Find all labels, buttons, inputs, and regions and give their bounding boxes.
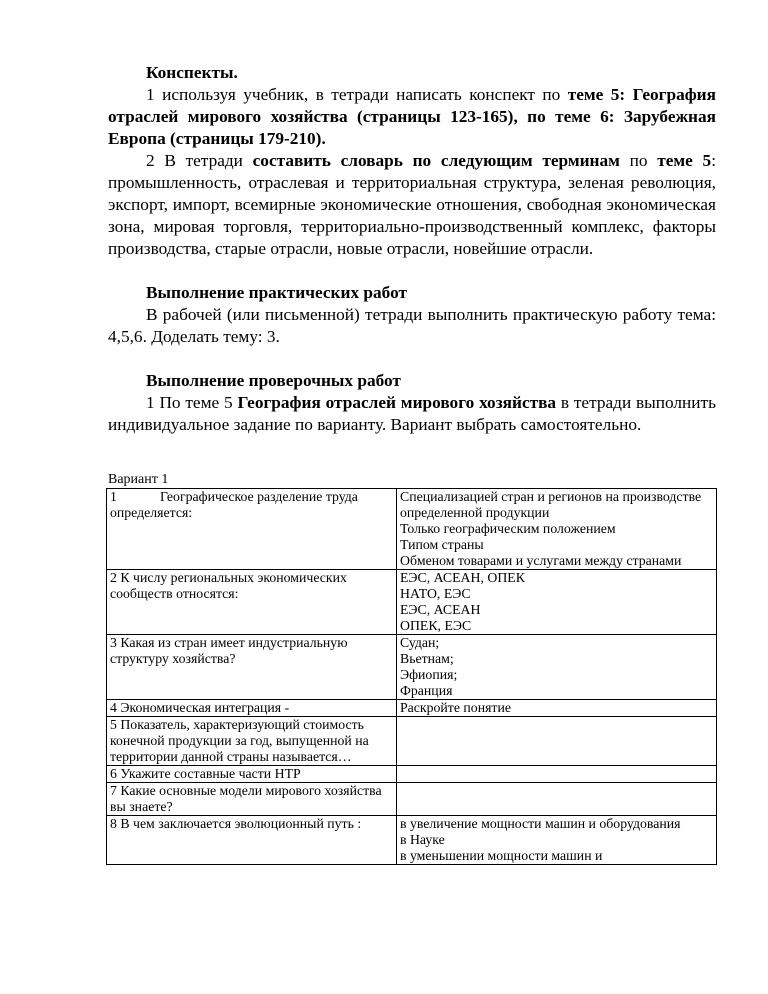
answer-option: в уменьшении мощности машин и — [400, 848, 603, 863]
document-body — [108, 62, 716, 436]
table-row — [107, 717, 717, 766]
answer-cell — [397, 816, 717, 865]
tests-heading: Выполнение проверочных работ — [146, 371, 401, 390]
answer-option: ЕЭС, АСЕАН — [400, 602, 481, 617]
table-row — [107, 570, 717, 635]
tests-paragraph: 1 По теме 5 География отраслей мирового хозяйства в тетради выполнить индивидуальное задание по варианту. Вариант выбрать самостоятельно. — [108, 393, 716, 434]
answer-option: ОПЕК, ЕЭС — [400, 618, 472, 633]
answer-option: в Науке — [400, 832, 445, 847]
answer-option: Только географическим положением — [400, 521, 616, 536]
question-text: Географическое разделение труда определяется: — [110, 489, 358, 520]
answer-option: Обменом товарами и услугами между странами — [400, 553, 682, 568]
answer-option: Франция — [400, 683, 453, 698]
answer-cell — [397, 635, 717, 700]
question-cell — [107, 717, 397, 766]
table-row — [107, 783, 717, 816]
answer-option: ЕЭС, АСЕАН, ОПЕК — [400, 570, 525, 585]
question-cell — [107, 570, 397, 635]
konspekty-paragraph-1: 1 используя учебник, в тетради написать конспект по теме 5: География отраслей мирового хозяйства (страницы 123-165), по теме 6: Зарубежная Европа (страницы 179-210). — [108, 85, 716, 148]
answer-option: в увеличение мощности машин и оборудования — [400, 816, 681, 831]
answer-option: Раскройте понятие — [400, 700, 511, 715]
answer-option: НАТО, ЕЭС — [400, 586, 471, 601]
questions-table — [106, 488, 717, 865]
question-text: 5 Показатель, характеризующий стоимость конечной продукции за год, выпущенной на территории данной страны называется… — [110, 717, 369, 764]
konspekty-paragraph-2: 2 В тетради составить словарь по следующим терминам по теме 5: промышленность, отраслевая и территориальная структура, зеленая революция, экспорт, импорт, всемирные экономические отношения, свободная экономическая зона, мировая торговля, территориально-производственный комплекс, факторы производства, старые отрасли, новые отрасли, новейшие отрасли. — [108, 151, 717, 258]
practical-heading: Выполнение практических работ — [146, 283, 407, 302]
table-row — [107, 700, 717, 717]
question-cell — [107, 816, 397, 865]
question-text: 8 В чем заключается эволюционный путь : — [110, 816, 362, 831]
question-cell — [107, 766, 397, 783]
question-number: 1 — [110, 489, 117, 504]
answer-cell — [397, 700, 717, 717]
answer-option: Судан; — [400, 635, 440, 650]
question-cell — [107, 635, 397, 700]
variant-label: Вариант 1 — [108, 472, 169, 487]
question-cell — [107, 783, 397, 816]
table-row — [107, 635, 717, 700]
question-text: 2 К числу региональных экономических сообществ относятся: — [110, 570, 347, 601]
practical-paragraph: В рабочей (или письменной) тетради выполнить практическую работу тема: 4,5,6. Доделать тему: 3. — [108, 305, 716, 346]
table-row — [107, 489, 717, 570]
question-text: 7 Какие основные модели мирового хозяйства вы знаете? — [110, 783, 382, 814]
question-text: 6 Укажите составные части НТР — [110, 766, 301, 781]
question-cell — [107, 489, 397, 570]
answer-cell — [397, 489, 717, 570]
question-text: 4 Экономическая интеграция - — [110, 700, 290, 715]
answer-option: Специализацией стран и регионов на производстве определенной продукции — [400, 489, 702, 520]
answer-cell — [397, 717, 717, 766]
table-row — [107, 766, 717, 783]
konspekty-heading: Конспекты. — [146, 63, 238, 82]
table-row — [107, 816, 717, 865]
answer-option: Вьетнам; — [400, 651, 454, 666]
answer-option: Эфиопия; — [400, 667, 458, 682]
question-text: 3 Какая из стран имеет индустриальную структуру хозяйства? — [110, 635, 348, 666]
answer-option: Типом страны — [400, 537, 484, 552]
question-cell — [107, 700, 397, 717]
answer-cell — [397, 766, 717, 783]
answer-cell — [397, 783, 717, 816]
answer-cell — [397, 570, 717, 635]
